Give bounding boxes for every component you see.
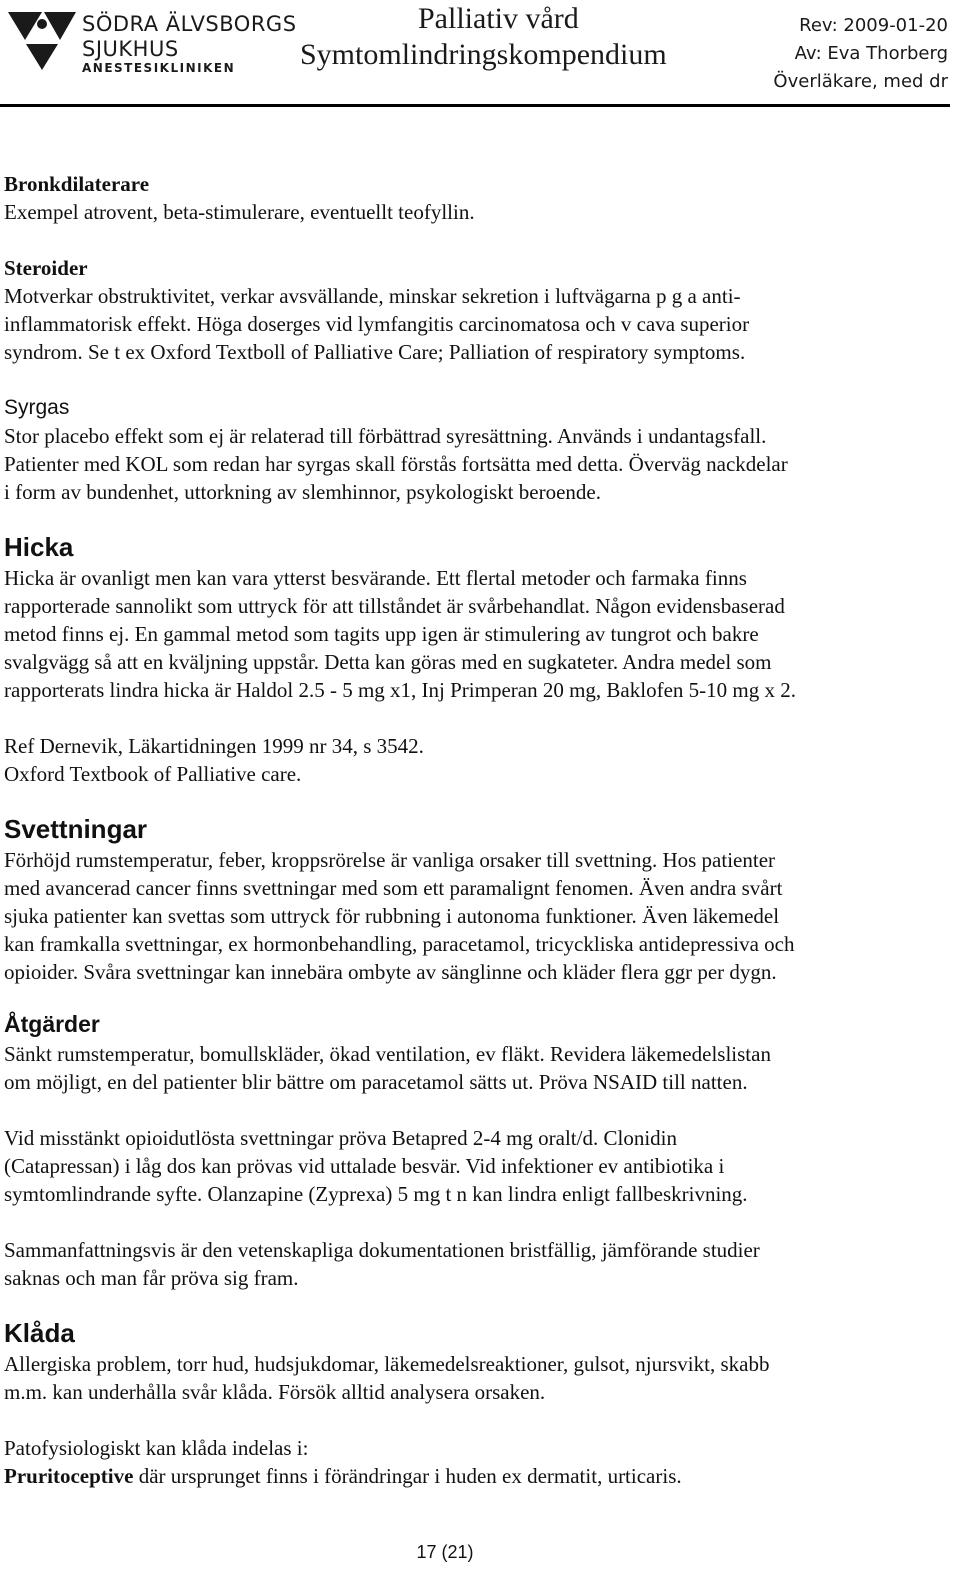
- hospital-logo-icon: [6, 10, 78, 72]
- paragraph-line: inflammatorisk effekt. Höga doserges vid lymfangitis carcinomatosa och v cava superior: [4, 312, 750, 336]
- paragraph-line: om möjligt, en del patienter blir bättre om paracetamol sätts ut. Pröva NSAID till natten.: [4, 1070, 748, 1094]
- document-body: [4, 170, 944, 1490]
- paragraph-line: kan framkalla svettningar, ex hormonbehandling, paracetamol, tricyckliska antidepressiva och: [4, 932, 795, 956]
- heading-hicka: Hicka: [4, 532, 74, 562]
- paragraph-line: Allergiska problem, torr hud, hudsjukdomar, läkemedelsreaktioner, gulsot, njursvikt, skabb: [4, 1352, 770, 1376]
- hospital-logo: [6, 6, 297, 75]
- logo-text-line1: SÖDRA ÄLVSBORGS: [82, 12, 297, 36]
- logo-text-line3: ANESTESIKLINIKEN: [82, 61, 236, 75]
- paragraph-line: Sänkt rumstemperatur, bomullskläder, ökad ventilation, ev fläkt. Revidera läkemedelslistan: [4, 1042, 771, 1066]
- paragraph-line: opioider. Svåra svettningar kan innebära ombyte av sänglinne och kläder flera ggr per dygn.: [4, 960, 777, 984]
- heading-steroider: Steroider: [4, 256, 88, 280]
- paragraph-line: saknas och man får pröva sig fram.: [4, 1266, 299, 1290]
- paragraph-line: Patofysiologiskt kan klåda indelas i:: [4, 1436, 309, 1460]
- heading-klada: Klåda: [4, 1318, 75, 1348]
- paragraph-line: Sammanfattningsvis är den vetenskapliga dokumentationen bristfällig, jämförande studier: [4, 1238, 760, 1262]
- paragraph-line: syndrom. Se t ex Oxford Textboll of Palliative Care; Palliation of respiratory symptoms.: [4, 340, 746, 364]
- heading-atgarder: Åtgärder: [4, 1011, 100, 1037]
- paragraph-line: m.m. kan underhålla svår klåda. Försök alltid analysera orsaken.: [4, 1380, 546, 1404]
- paragraph-line: metod finns ej. En gammal metod som tagits upp igen är stimulering av tungrot och bakre: [4, 622, 759, 646]
- paragraph-line: Stor placebo effekt som ej är relaterad till förbättrad syresättning. Används i undantagsfall.: [4, 424, 767, 448]
- author-role: Överläkare, med dr: [773, 71, 948, 92]
- paragraph-line: i form av bundenhet, uttorkning av slemhinnor, psykologiskt beroende.: [4, 480, 601, 504]
- paragraph-line: [4, 1462, 944, 1490]
- document-title-line1: Palliativ vård: [418, 2, 579, 35]
- document-title-line2: Symtomlindringskompendium: [300, 38, 667, 71]
- pruritoceptive-term: Pruritoceptive: [4, 1464, 134, 1488]
- paragraph-line: med avancerad cancer finns svettningar med som ett paramalignt fenomen. Även andra svårt: [4, 876, 783, 900]
- document-meta: [773, 12, 948, 96]
- header-divider: [0, 104, 950, 107]
- paragraph-line: (Catapressan) i låg dos kan prövas vid uttalade besvär. Vid infektioner ev antibiotika i: [4, 1154, 725, 1178]
- paragraph-line: rapporterade sannolikt som uttryck för att tillståndet är svårbehandlat. Någon evidensbaserad: [4, 594, 785, 618]
- reference-line: Ref Dernevik, Läkartidningen 1999 nr 34, s 3542.: [4, 734, 424, 758]
- paragraph-line: Förhöjd rumstemperatur, feber, kroppsrörelse är vanliga orsaker till svettning. Hos patienter: [4, 848, 776, 872]
- heading-syrgas: Syrgas: [4, 396, 70, 419]
- logo-text-line2: SJUKHUS: [82, 37, 179, 61]
- author: Av: Eva Thorberg: [794, 43, 948, 64]
- paragraph-line: Patienter med KOL som redan har syrgas skall förstås fortsätta med detta. Överväg nackdelar: [4, 452, 788, 476]
- paragraph-line: svalgvägg så att en kväljning uppstår. Detta kan göras med en sugkateter. Andra medel som: [4, 650, 772, 674]
- paragraph-line: Exempel atrovent, beta-stimulerare, eventuellt teofyllin.: [4, 200, 475, 224]
- paragraph-line: Hicka är ovanligt men kan vara ytterst besvärande. Ett flertal metoder och farmaka finns: [4, 566, 747, 590]
- page-header: [0, 0, 960, 108]
- pruritoceptive-text: där ursprunget finns i förändringar i huden ex dermatit, urticaris.: [133, 1464, 682, 1488]
- paragraph-line: Motverkar obstruktivitet, verkar avsvällande, minskar sekretion i luftvägarna p g a anti-: [4, 284, 741, 308]
- revision-date: Rev: 2009-01-20: [799, 15, 948, 36]
- reference-line: Oxford Textbook of Palliative care.: [4, 762, 302, 786]
- page-number: 17 (21): [416, 1542, 474, 1562]
- paragraph-line: Vid misstänkt opioidutlösta svettningar pröva Betapred 2-4 mg oralt/d. Clonidin: [4, 1126, 677, 1150]
- heading-svettningar: Svettningar: [4, 814, 148, 844]
- paragraph-line: symtomlindrande syfte. Olanzapine (Zyprexa) 5 mg t n kan lindra enligt fallbeskrivning.: [4, 1182, 748, 1206]
- heading-bronkdilaterare: Bronkdilaterare: [4, 172, 150, 196]
- document-title: [300, 2, 740, 74]
- paragraph-line: rapporterats lindra hicka är Haldol 2.5 - 5 mg x1, Inj Primperan 20 mg, Baklofen 5-10 mg x 2.: [4, 678, 796, 702]
- paragraph-line: sjuka patienter kan svettas som uttryck för rubbning i autonoma funktioner. Även läkemedel: [4, 904, 780, 928]
